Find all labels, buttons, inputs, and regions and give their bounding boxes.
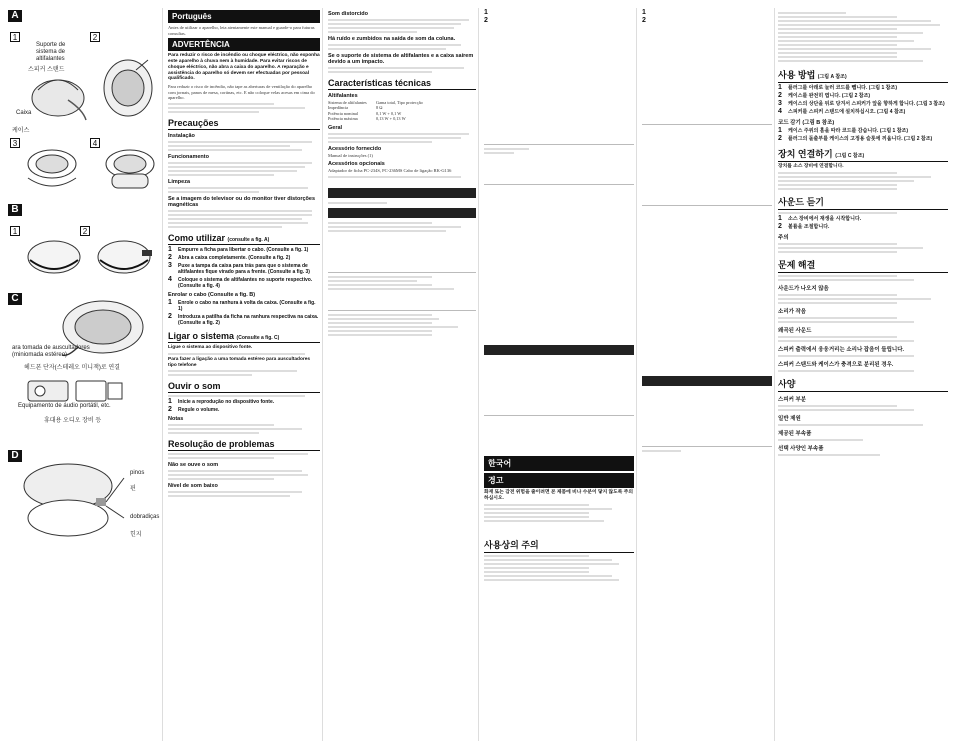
use-step-2: 2 Abra a caixa completamente. (Consulte a fig. 2) bbox=[168, 253, 291, 261]
use-step-4: 4 Coloque o sistema de altifalantes no suporte respectivo. (Consulte a fig. 4) bbox=[168, 275, 313, 289]
caption-pins-kr: 핀 bbox=[130, 486, 136, 492]
figure-d-label: D bbox=[8, 450, 22, 462]
connect-bold-text: Ligue o sistema ao dispositivo fonte. bbox=[168, 344, 253, 350]
figure-a-step-1: 1 bbox=[10, 32, 20, 42]
caption-hinge: dobradiças bbox=[130, 514, 160, 520]
figure-b-step-1: 1 bbox=[10, 226, 20, 236]
warning-banner-kr: 경고 bbox=[484, 473, 634, 488]
warning-text: Para reduzir o risco de incêndio, não tape as aberturas de ventilação do aparelho com jornais, panos de mesa, cortinas, etc. E não coloque velas acesas em cima do aparelho. bbox=[168, 84, 315, 101]
listen-step-2: 2 Regule o volume. bbox=[168, 406, 220, 414]
language-banner-kr: 한국어 bbox=[484, 456, 634, 471]
caption-speaker-support: Suporte de sistema de altifalantes bbox=[36, 42, 66, 62]
listen-step-1-kr: 1 소스 장비에서 재생을 시작합니다. bbox=[778, 214, 862, 222]
support-detach-heading: Se o suporte de sistema de altifalantes e a caixa saírem devido a um impacto. bbox=[328, 53, 474, 65]
listen-heading: Ouvir o som bbox=[168, 381, 320, 393]
spec-row-4: Potência máxima 0,13 W + 0,13 W bbox=[328, 116, 406, 122]
portuguese-continued-column bbox=[328, 8, 476, 741]
phone-jack-heading: Para fazer a ligação a uma tomada estéreo para auscultadores tipo telefone bbox=[168, 356, 311, 368]
distorted-sound-heading: Som distorcido bbox=[328, 11, 369, 17]
no-sound-heading: Não se ouve o som bbox=[168, 462, 219, 469]
cord-heading-kr: 코드 감기 (그림 B 참조) bbox=[778, 120, 835, 126]
figure-a-step-3: 3 bbox=[10, 138, 20, 148]
low-sound-heading: Nível de som baixo bbox=[168, 483, 218, 490]
precautions-heading: Precauções bbox=[168, 118, 320, 130]
usage-step-3-kr: 3 케이스의 상단을 뒤로 당겨서 스피커가 앞을 향하게 합니다. (그림 3 참조) bbox=[778, 100, 945, 107]
figure-b-label: B bbox=[8, 204, 22, 216]
accessory-heading-kr: 제공된 부속품 bbox=[778, 430, 812, 437]
spec-heading-kr: 사양 bbox=[778, 377, 948, 392]
figure-a-step-4: 4 bbox=[90, 138, 100, 148]
installation-heading: Instalação bbox=[168, 132, 195, 139]
placeholder-col5-step-1: 1 bbox=[642, 9, 646, 16]
other-language-column-1 bbox=[484, 8, 634, 741]
precautions-heading-kr: 사용상의 주의 bbox=[484, 538, 634, 553]
listen-heading-kr: 사운드 듣기 bbox=[778, 195, 948, 210]
cord-step-2-kr: 2 플러그의 돌출부를 케이스의 고정용 슬롯에 끼웁니다. (그림 2 참조) bbox=[778, 135, 933, 142]
other-language-column-2 bbox=[642, 8, 772, 741]
speaker-case-illustration-3 bbox=[22, 142, 84, 194]
speaker-closed-illustration bbox=[28, 70, 88, 125]
cord-wrap-illustration-2 bbox=[94, 232, 154, 282]
spec-row-1: Sistema de altifalantes Gama total, Tipo protecção bbox=[328, 100, 423, 105]
cord-step-1-kr: 1 케이스 주위의 홈을 따라 코드를 감습니다. (그림 1 참조) bbox=[778, 127, 909, 134]
usage-step-2-kr: 2 케이스를 완전히 엽니다. (그림 2 참조) bbox=[778, 92, 871, 99]
caption-audio-device: Equipamento de áudio portátil, etc. bbox=[18, 403, 111, 409]
caption-hinge-kr: 힌지 bbox=[130, 532, 142, 538]
cleaning-heading: Limpeza bbox=[168, 178, 191, 185]
connect-bold-kr: 장치를 소스 장비에 연결합니다. bbox=[778, 164, 844, 169]
figure-d bbox=[8, 450, 158, 550]
noise-heading-kr: 스피커 출력에서 웅웅거리는 소리나 잡음이 들립니다. bbox=[778, 346, 905, 353]
noise-heading: Há ruído e zumbidos na saída de som da coluna. bbox=[328, 36, 456, 42]
supplied-accessory-text: Manual de instruções (1) bbox=[328, 152, 373, 158]
warning-bold-text-kr: 화재 또는 감전 위험을 줄이려면 본 제품에 비나 수분이 닿지 않도록 주의하십시오. bbox=[484, 490, 634, 501]
listen-step-2-kr: 2 볼륨을 조절합니다. bbox=[778, 222, 830, 230]
figure-b-step-2: 2 bbox=[80, 226, 90, 236]
use-step-3: 3 Puxe a tampa da caixa para trás para que o sistema de altifalantes fique virado para a frente. (Consulte a fig. 3) bbox=[168, 261, 310, 275]
wind-cord-heading: Enrolar o cabo (Consulte a fig. B) bbox=[168, 291, 256, 298]
notes-heading-kr: 주의 bbox=[778, 234, 789, 241]
speaker-case-illustration-4 bbox=[100, 142, 160, 194]
no-sound-heading-kr: 사운드가 나오지 않음 bbox=[778, 285, 829, 292]
caption-audio-device-kr: 휴대용 오디오 장비 등 bbox=[44, 418, 102, 424]
fall-heading-kr: 스피커 스탠드와 케이스가 충격으로 분리된 경우. bbox=[778, 361, 894, 368]
troubleshooting-heading-kr: 문제 해결 bbox=[778, 258, 948, 273]
connect-heading-kr: 장치 연결하기 (그림 C 참조) bbox=[778, 147, 948, 162]
speaker-open-illustration bbox=[96, 52, 156, 122]
caption-case: Caixa bbox=[16, 110, 32, 116]
usage-step-4-kr: 4 스피커를 스피커 스탠드에 설치하십시오. (그림 4 참조) bbox=[778, 108, 906, 115]
distorted-heading-kr: 왜곡된 사운드 bbox=[778, 327, 812, 334]
warning-bold-text: Para reduzir o risco de incêndio ou choque eléctrico, não exponha este aparelho à chuva nem à humidade. Para evitar riscos de choque eléctrico, não abra a caixa do aparelho. A reparação e assistência do aparelho só devem ser efectuadas por pessoal qualificado. bbox=[168, 53, 320, 82]
audio-device-illustration bbox=[26, 379, 126, 403]
wind-step-1: 1 Enrole o cabo na ranhura à volta da caixa. (Consulte a fig. 1) bbox=[168, 298, 316, 312]
placeholder-step-2: 2 bbox=[484, 17, 488, 24]
caption-pins: pinos bbox=[130, 470, 145, 476]
how-to-use-heading: Como utilizar (consulte a fig. A) bbox=[168, 233, 320, 245]
usage-step-1-kr: 1 플러그를 아래로 눌러 코드를 뺍니다. (그림 1 참조) bbox=[778, 84, 897, 91]
placeholder-step-1: 1 bbox=[484, 9, 488, 16]
connect-heading: Ligar o sistema (Consulte a fig. C) bbox=[168, 331, 320, 343]
placeholder-col5-step-2: 2 bbox=[642, 17, 646, 24]
low-sound-heading-kr: 소리가 작음 bbox=[778, 308, 807, 315]
caption-case-kr: 케이스 bbox=[12, 128, 30, 134]
use-step-1: 1 Empurre a ficha para libertar o cabo. (Consulte a fig. 1) bbox=[168, 245, 309, 253]
notes-heading: Notas bbox=[168, 416, 184, 423]
general-spec-heading: Geral bbox=[328, 124, 343, 131]
speakers-spec-heading: Altifalantes bbox=[328, 93, 358, 99]
listen-step-1: 1 Inicie a reprodução no dispositivo fonte. bbox=[168, 398, 275, 406]
portuguese-column bbox=[168, 8, 320, 741]
optional-accessory-text: Adaptador de ficha PC-234S, PC-236MS Cabo de ligação RK-G136 bbox=[328, 168, 452, 174]
spec-row-2: Impedância 8 Ω bbox=[328, 105, 383, 111]
caption-headphone-jack: ara tomada de auscultadores (miniomada estéreo) bbox=[12, 345, 90, 358]
figures-column bbox=[0, 8, 160, 741]
caption-speaker-stand-kr: 스피커 스탠드 bbox=[28, 67, 65, 73]
figure-c bbox=[8, 293, 158, 443]
specifications-heading: Características técnicas bbox=[328, 78, 476, 90]
figure-a-step-2: 2 bbox=[90, 32, 100, 42]
operation-heading: Funcionamento bbox=[168, 153, 209, 160]
figure-a bbox=[8, 10, 158, 195]
figure-b bbox=[8, 204, 158, 286]
usage-heading-kr: 사용 방법 (그림 A 참조) bbox=[778, 68, 948, 83]
magnetic-distortion-heading: Se a imagem do televisor ou do monitor tiver distorções magnéticas bbox=[168, 195, 316, 208]
hinge-pins-illustration bbox=[18, 456, 126, 544]
figure-a-label: A bbox=[8, 10, 22, 22]
intro-text: Antes de utilizar o aparelho, leia atentamente este manual e guarde-o para futuras consultas. bbox=[168, 25, 315, 36]
general-spec-heading-kr: 일반 제원 bbox=[778, 415, 801, 422]
supplied-accessory-heading: Acessório fornecido bbox=[328, 145, 382, 152]
warning-banner: ADVERTÊNCIA bbox=[168, 38, 320, 51]
cord-wrap-illustration-1 bbox=[24, 232, 84, 282]
troubleshooting-heading: Resolução de problemas bbox=[168, 439, 320, 451]
optional-accessory-heading: Acessórios opcionais bbox=[328, 161, 385, 168]
caption-headphone-jack-kr: 헤드폰 단자(스테레오 미니잭)로 연결 bbox=[24, 365, 120, 371]
figure-c-label: C bbox=[8, 293, 22, 305]
korean-column bbox=[778, 8, 948, 741]
speaker-spec-heading-kr: 스피커 부분 bbox=[778, 396, 807, 403]
optional-accessory-heading-kr: 선택 사양인 부속품 bbox=[778, 445, 824, 452]
wind-step-2: 2 Introduza a patilha da ficha na ranhura respectiva na caixa. (Consulte a fig. 2) bbox=[168, 312, 319, 326]
spec-row-3: Potência nominal 0,1 W + 0,1 W bbox=[328, 110, 402, 116]
language-banner-pt: Português bbox=[168, 10, 320, 23]
